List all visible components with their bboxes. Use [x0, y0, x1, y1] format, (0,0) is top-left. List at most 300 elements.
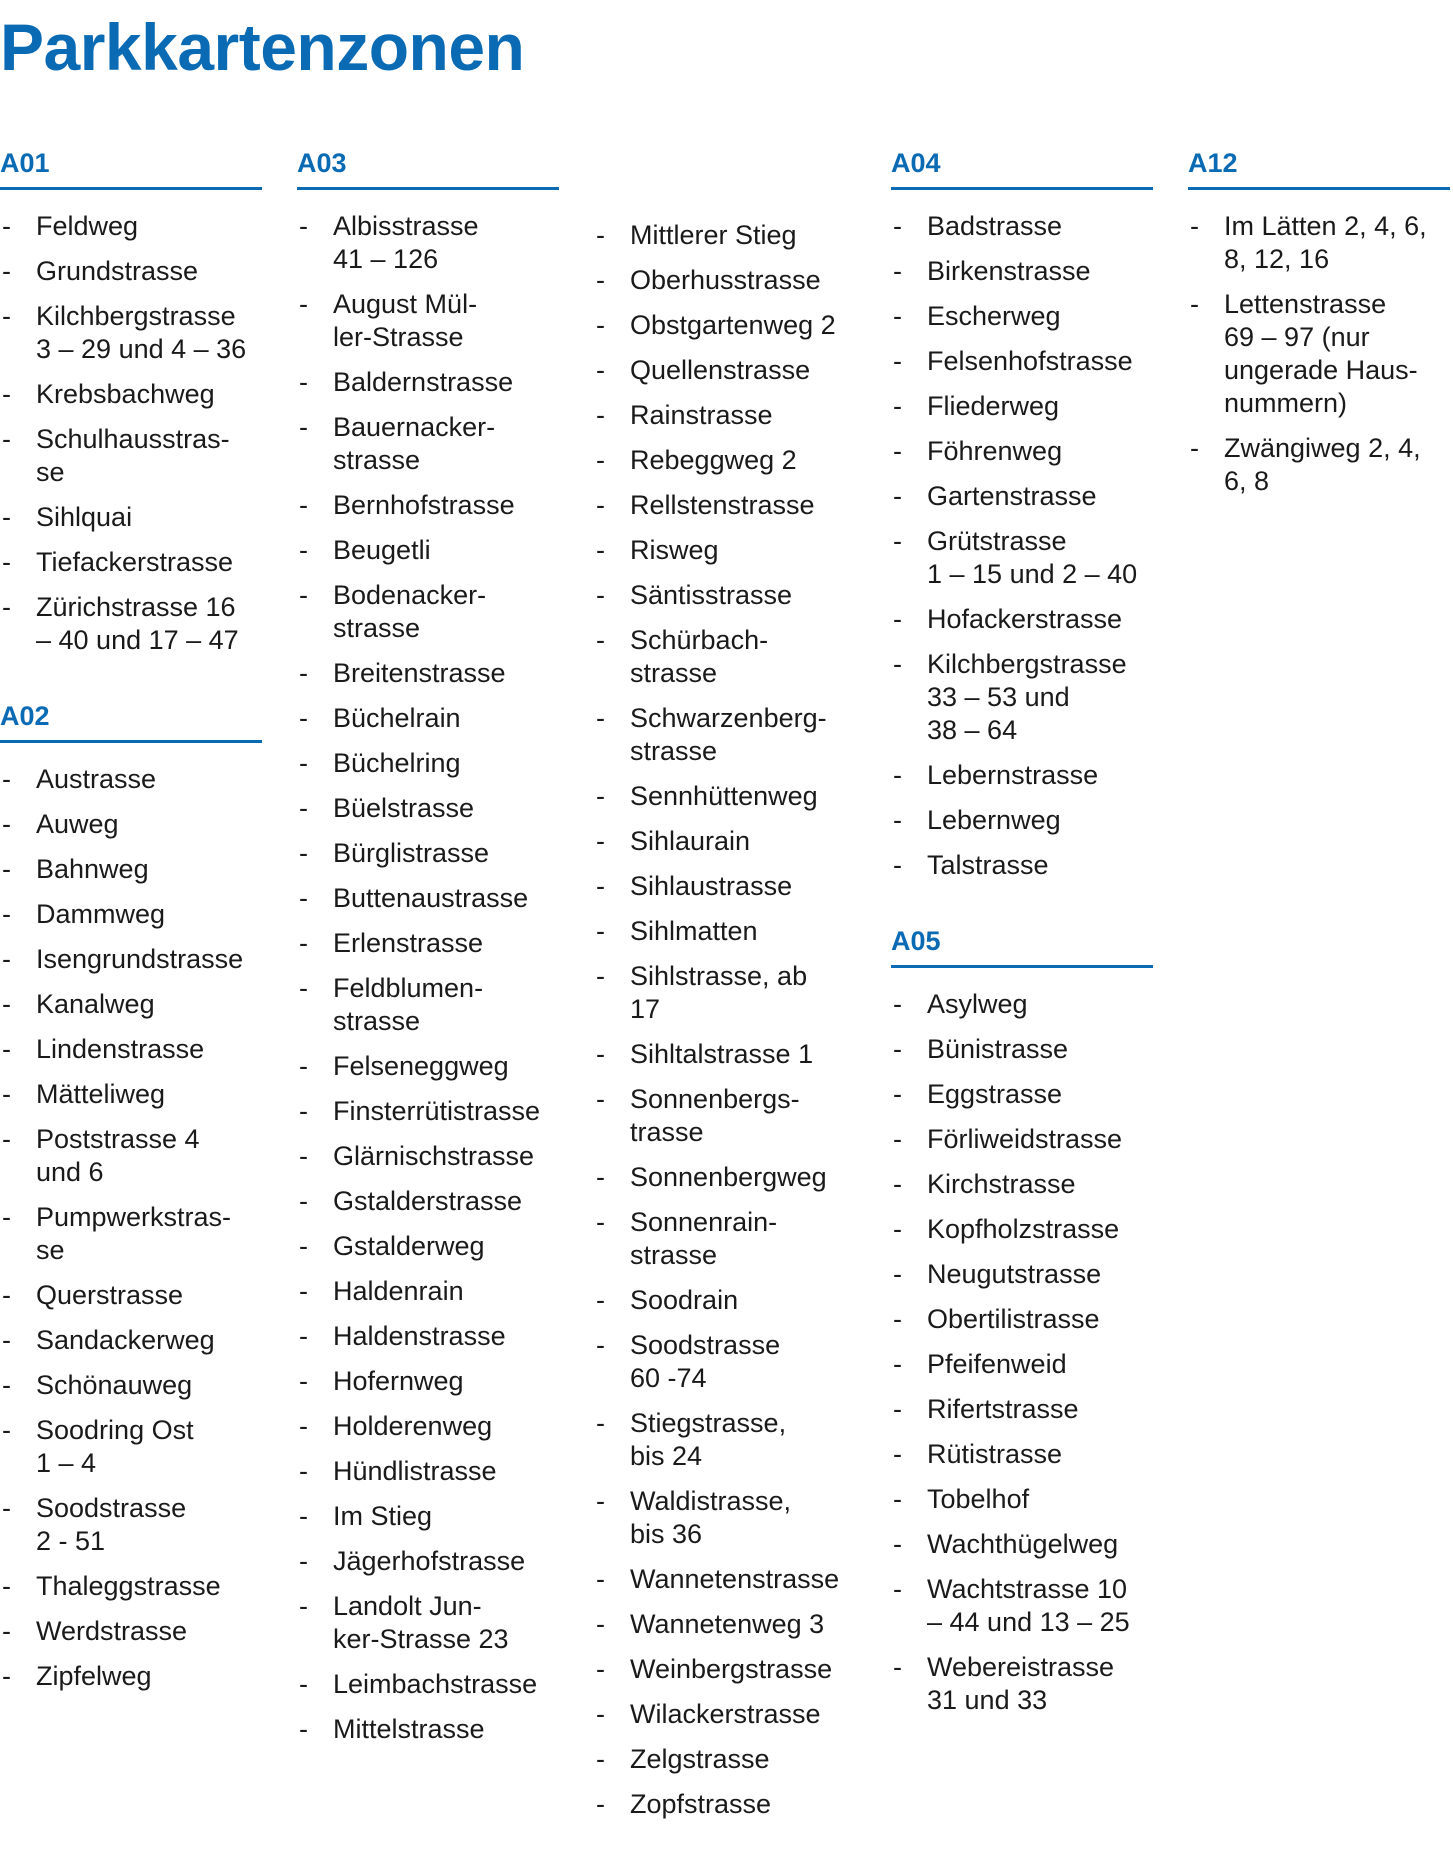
- street-name: Sennhüttenweg: [630, 781, 818, 811]
- dash-bullet: -: [299, 1141, 308, 1171]
- dash-bullet: -: [299, 1366, 308, 1396]
- dash-bullet: -: [893, 1259, 902, 1289]
- dash-bullet: -: [893, 1079, 902, 1109]
- street-name: Asylweg: [927, 989, 1028, 1019]
- street-name: August Mül- ler-Strasse: [333, 289, 478, 352]
- street-name: Rainstrasse: [630, 400, 773, 430]
- dash-bullet: -: [299, 1411, 308, 1441]
- street-item: [0, 1414, 262, 1480]
- street-name: Sihlmatten: [630, 916, 758, 946]
- street-item: [297, 972, 559, 1038]
- street-name: Weinbergstrasse: [630, 1654, 833, 1684]
- street-item: [891, 648, 1153, 747]
- street-item: [891, 300, 1153, 333]
- street-name: Rifertstrasse: [927, 1394, 1079, 1424]
- street-item: [1188, 288, 1450, 420]
- street-name: Kanalweg: [36, 989, 155, 1019]
- street-item: [0, 255, 262, 288]
- street-name: Quellenstrasse: [630, 355, 811, 385]
- street-item: [297, 837, 559, 870]
- street-item: [297, 1410, 559, 1443]
- dash-bullet: -: [2, 502, 11, 532]
- street-name: Tobelhof: [927, 1484, 1030, 1514]
- street-name: Pfeifenweid: [927, 1349, 1067, 1379]
- street-name: Risweg: [630, 535, 719, 565]
- street-name: Föhrenweg: [927, 436, 1063, 466]
- dash-bullet: -: [596, 1744, 605, 1774]
- dash-bullet: -: [2, 301, 11, 331]
- street-name: Dammweg: [36, 899, 166, 929]
- dash-bullet: -: [893, 1529, 902, 1559]
- street-item: [0, 1033, 262, 1066]
- street-name: Fliederweg: [927, 391, 1060, 421]
- dash-bullet: -: [596, 703, 605, 733]
- street-item: [891, 1393, 1153, 1426]
- dash-bullet: -: [893, 211, 902, 241]
- street-item: [594, 780, 856, 813]
- street-name: Sandackerweg: [36, 1325, 215, 1355]
- street-item: [0, 1201, 262, 1267]
- street-item: [594, 1407, 856, 1473]
- street-name: Wilackerstrasse: [630, 1699, 821, 1729]
- dash-bullet: -: [299, 1546, 308, 1576]
- street-name: Querstrasse: [36, 1280, 184, 1310]
- street-item: [891, 525, 1153, 591]
- dash-bullet: -: [2, 1034, 11, 1064]
- dash-bullet: -: [596, 1330, 605, 1360]
- street-name: Wachthügelweg: [927, 1529, 1119, 1559]
- dash-bullet: -: [299, 1669, 308, 1699]
- street-name: Sihltalstrasse 1: [630, 1039, 814, 1069]
- street-item: [891, 1123, 1153, 1156]
- dash-bullet: -: [596, 355, 605, 385]
- street-name: Hofernweg: [333, 1366, 464, 1396]
- street-item: [297, 1185, 559, 1218]
- dash-bullet: -: [299, 1456, 308, 1486]
- street-item: [0, 501, 262, 534]
- street-item: [297, 1668, 559, 1701]
- street-name: Lindenstrasse: [36, 1034, 205, 1064]
- dash-bullet: -: [299, 412, 308, 442]
- zone-heading: A04: [891, 148, 1153, 190]
- street-name: Kopfholzstrasse: [927, 1214, 1120, 1244]
- dash-bullet: -: [1190, 433, 1199, 463]
- street-name: Gartenstrasse: [927, 481, 1097, 511]
- dash-bullet: -: [893, 526, 902, 556]
- street-item: [0, 1660, 262, 1693]
- dash-bullet: -: [299, 1501, 308, 1531]
- street-item: [0, 1492, 262, 1558]
- dash-bullet: -: [299, 367, 308, 397]
- street-name: Wachtstrasse 10 – 44 und 13 – 25: [927, 1574, 1130, 1637]
- dash-bullet: -: [596, 445, 605, 475]
- street-item: [891, 435, 1153, 468]
- street-name: Büchelring: [333, 748, 461, 778]
- dash-bullet: -: [299, 289, 308, 319]
- zone-heading: A12: [1188, 148, 1450, 190]
- street-name: Schwarzenberg- strasse: [630, 703, 827, 766]
- street-item: [594, 1083, 856, 1149]
- street-name: Obstgartenweg 2: [630, 310, 836, 340]
- dash-bullet: -: [299, 1591, 308, 1621]
- street-item: [297, 1500, 559, 1533]
- dash-bullet: -: [299, 1051, 308, 1081]
- dash-bullet: -: [299, 580, 308, 610]
- street-item: [297, 1713, 559, 1746]
- street-item: [297, 747, 559, 780]
- dash-bullet: -: [893, 301, 902, 331]
- street-name: Grundstrasse: [36, 256, 199, 286]
- street-item: [0, 1078, 262, 1111]
- dash-bullet: -: [299, 1096, 308, 1126]
- zone-column: [891, 148, 1153, 1761]
- dash-bullet: -: [893, 1574, 902, 1604]
- dash-bullet: -: [2, 1571, 11, 1601]
- zone-heading: A02: [0, 701, 262, 743]
- dash-bullet: -: [596, 1039, 605, 1069]
- street-name: Landolt Jun- ker-Strasse 23: [333, 1591, 509, 1654]
- street-item: [891, 1483, 1153, 1516]
- street-item: [297, 1095, 559, 1128]
- dash-bullet: -: [596, 781, 605, 811]
- dash-bullet: -: [596, 535, 605, 565]
- street-name: Webereistrasse 31 und 33: [927, 1652, 1115, 1715]
- street-name: Sihlaustrasse: [630, 871, 793, 901]
- street-item: [0, 763, 262, 796]
- street-item: [297, 927, 559, 960]
- street-list: [891, 988, 1153, 1717]
- street-name: Lebernstrasse: [927, 760, 1099, 790]
- street-name: Buttenaustrasse: [333, 883, 529, 913]
- street-name: Gstalderstrasse: [333, 1186, 523, 1216]
- dash-bullet: -: [1190, 289, 1199, 319]
- dash-bullet: -: [2, 211, 11, 241]
- street-item: [0, 1324, 262, 1357]
- street-item: [0, 853, 262, 886]
- street-name: Zürichstrasse 16 – 40 und 17 – 47: [36, 592, 239, 655]
- street-name: Felseneggweg: [333, 1051, 509, 1081]
- street-item: [0, 943, 262, 976]
- street-name: Rütistrasse: [927, 1439, 1063, 1469]
- street-item: [297, 1320, 559, 1353]
- street-item: [594, 534, 856, 567]
- dash-bullet: -: [299, 838, 308, 868]
- zone-a03: [297, 148, 559, 1746]
- dash-bullet: -: [596, 625, 605, 655]
- street-item: [0, 378, 262, 411]
- street-name: Baldernstrasse: [333, 367, 514, 397]
- street-name: Eggstrasse: [927, 1079, 1063, 1109]
- dash-bullet: -: [299, 703, 308, 733]
- dash-bullet: -: [2, 899, 11, 929]
- dash-bullet: -: [893, 256, 902, 286]
- street-item: [891, 1573, 1153, 1639]
- street-name: Jägerhofstrasse: [333, 1546, 526, 1576]
- dash-bullet: -: [893, 391, 902, 421]
- street-item: [891, 1168, 1153, 1201]
- dash-bullet: -: [299, 1276, 308, 1306]
- street-list: [0, 210, 262, 657]
- dash-bullet: -: [299, 793, 308, 823]
- street-name: Tiefackerstrasse: [36, 547, 234, 577]
- street-item: [594, 1653, 856, 1686]
- dash-bullet: -: [299, 1321, 308, 1351]
- street-item: [297, 411, 559, 477]
- dash-bullet: -: [596, 1486, 605, 1516]
- dash-bullet: -: [2, 854, 11, 884]
- street-name: Austrasse: [36, 764, 157, 794]
- street-name: Felsenhofstrasse: [927, 346, 1133, 376]
- dash-bullet: -: [596, 1408, 605, 1438]
- street-item: [0, 1123, 262, 1189]
- street-item: [297, 1230, 559, 1263]
- street-name: Mätteliweg: [36, 1079, 166, 1109]
- street-name: Beugetli: [333, 535, 431, 565]
- dash-bullet: -: [2, 944, 11, 974]
- street-item: [0, 591, 262, 657]
- street-item: [0, 808, 262, 841]
- street-name: Albisstrasse 41 – 126: [333, 211, 479, 274]
- street-item: [891, 345, 1153, 378]
- street-item: [297, 534, 559, 567]
- dash-bullet: -: [596, 961, 605, 991]
- zone-column: [1188, 148, 1450, 542]
- street-name: Rebeggweg 2: [630, 445, 797, 475]
- street-item: [891, 1258, 1153, 1291]
- dash-bullet: -: [893, 1034, 902, 1064]
- street-item: [891, 480, 1153, 513]
- street-item: [297, 1365, 559, 1398]
- dash-bullet: -: [2, 764, 11, 794]
- street-item: [891, 988, 1153, 1021]
- street-item: [594, 1485, 856, 1551]
- street-name: Zopfstrasse: [630, 1789, 772, 1819]
- dash-bullet: -: [596, 580, 605, 610]
- street-name: Hofackerstrasse: [927, 604, 1123, 634]
- street-item: [891, 849, 1153, 882]
- street-item: [594, 264, 856, 297]
- street-name: Feldblumen- strasse: [333, 973, 484, 1036]
- dash-bullet: -: [893, 1439, 902, 1469]
- street-item: [891, 390, 1153, 423]
- dash-bullet: -: [2, 592, 11, 622]
- street-list: [891, 210, 1153, 882]
- street-item: [297, 366, 559, 399]
- street-item: [594, 1563, 856, 1596]
- street-item: [594, 1743, 856, 1776]
- street-list: [297, 210, 559, 1746]
- zone-a05: [891, 926, 1153, 1717]
- dash-bullet: -: [2, 1325, 11, 1355]
- street-name: Wannetenstrasse: [630, 1564, 840, 1594]
- street-name: Schulhausstras- se: [36, 424, 230, 487]
- street-name: Poststrasse 4 und 6: [36, 1124, 200, 1187]
- dash-bullet: -: [2, 1280, 11, 1310]
- street-name: Leimbachstrasse: [333, 1669, 538, 1699]
- street-item: [594, 1788, 856, 1821]
- street-item: [297, 1590, 559, 1656]
- dash-bullet: -: [2, 1493, 11, 1523]
- street-item: [594, 309, 856, 342]
- street-item: [297, 1455, 559, 1488]
- dash-bullet: -: [2, 547, 11, 577]
- street-item: [0, 1279, 262, 1312]
- street-item: [594, 1329, 856, 1395]
- zone-heading: A03: [297, 148, 559, 190]
- street-name: Büchelrain: [333, 703, 461, 733]
- dash-bullet: -: [1190, 211, 1199, 241]
- dash-bullet: -: [2, 379, 11, 409]
- street-item: [891, 1438, 1153, 1471]
- zone-column: [297, 148, 559, 1790]
- street-name: Gstalderweg: [333, 1231, 485, 1261]
- zone-a02: [0, 701, 262, 1693]
- street-item: [0, 898, 262, 931]
- street-name: Mittlerer Stieg: [630, 220, 797, 250]
- dash-bullet: -: [2, 809, 11, 839]
- zone-heading: A01: [0, 148, 262, 190]
- street-name: Im Stieg: [333, 1501, 433, 1531]
- street-name: Schönauweg: [36, 1370, 193, 1400]
- dash-bullet: -: [596, 1084, 605, 1114]
- dash-bullet: -: [596, 220, 605, 250]
- street-name: Zwängiweg 2, 4, 6, 8: [1224, 433, 1421, 496]
- street-name: Soodstrasse 60 -74: [630, 1330, 781, 1393]
- street-item: [891, 1651, 1153, 1717]
- street-item: [297, 579, 559, 645]
- street-item: [594, 399, 856, 432]
- street-item: [1188, 210, 1450, 276]
- street-item: [891, 1528, 1153, 1561]
- street-name: Krebsbachweg: [36, 379, 215, 409]
- street-name: Erlenstrasse: [333, 928, 484, 958]
- street-name: Bahnweg: [36, 854, 149, 884]
- street-name: Sonnenrain- strasse: [630, 1207, 778, 1270]
- dash-bullet: -: [2, 989, 11, 1019]
- dash-bullet: -: [893, 1124, 902, 1154]
- street-item: [891, 210, 1153, 243]
- dash-bullet: -: [893, 1484, 902, 1514]
- street-item: [594, 870, 856, 903]
- dash-bullet: -: [893, 1349, 902, 1379]
- dash-bullet: -: [596, 916, 605, 946]
- street-name: Säntisstrasse: [630, 580, 793, 610]
- dash-bullet: -: [299, 883, 308, 913]
- dash-bullet: -: [2, 1370, 11, 1400]
- street-name: Rellstenstrasse: [630, 490, 815, 520]
- dash-bullet: -: [596, 871, 605, 901]
- dash-bullet: -: [893, 989, 902, 1019]
- dash-bullet: -: [596, 1285, 605, 1315]
- street-item: [297, 1545, 559, 1578]
- dash-bullet: -: [299, 1714, 308, 1744]
- dash-bullet: -: [596, 1609, 605, 1639]
- dash-bullet: -: [596, 310, 605, 340]
- street-name: Sihlstrasse, ab 17: [630, 961, 808, 1024]
- street-item: [0, 546, 262, 579]
- street-name: Sihlquai: [36, 502, 133, 532]
- street-name: Grütstrasse 1 – 15 und 2 – 40: [927, 526, 1138, 589]
- street-item: [594, 1698, 856, 1731]
- street-name: Bauernacker- strasse: [333, 412, 496, 475]
- street-name: Förliweidstrasse: [927, 1124, 1123, 1154]
- street-item: [0, 1369, 262, 1402]
- dash-bullet: -: [596, 400, 605, 430]
- street-name: Im Lätten 2, 4, 6, 8, 12, 16: [1224, 211, 1427, 274]
- street-name: Badstrasse: [927, 211, 1063, 241]
- street-name: Kilchbergstrasse 33 – 53 und 38 – 64: [927, 649, 1127, 745]
- dash-bullet: -: [893, 649, 902, 679]
- street-name: Soodstrasse 2 - 51: [36, 1493, 187, 1556]
- street-name: Schürbach- strasse: [630, 625, 769, 688]
- dash-bullet: -: [893, 1214, 902, 1244]
- street-item: [297, 288, 559, 354]
- street-name: Bürglistrasse: [333, 838, 490, 868]
- street-item: [891, 1348, 1153, 1381]
- dash-bullet: -: [299, 535, 308, 565]
- street-name: Zipfelweg: [36, 1661, 152, 1691]
- street-list: [0, 763, 262, 1693]
- street-item: [594, 1284, 856, 1317]
- street-name: Soodrain: [630, 1285, 739, 1315]
- zone-column: [594, 148, 856, 1865]
- street-name: Feldweg: [36, 211, 139, 241]
- dash-bullet: -: [893, 346, 902, 376]
- dash-bullet: -: [596, 265, 605, 295]
- street-item: [0, 988, 262, 1021]
- street-item: [297, 1275, 559, 1308]
- street-name: Bernhofstrasse: [333, 490, 515, 520]
- street-name: Werdstrasse: [36, 1616, 188, 1646]
- dash-bullet: -: [2, 424, 11, 454]
- dash-bullet: -: [299, 973, 308, 1003]
- dash-bullet: -: [596, 1654, 605, 1684]
- street-item: [891, 603, 1153, 636]
- street-name: Breitenstrasse: [333, 658, 506, 688]
- dash-bullet: -: [893, 1304, 902, 1334]
- street-name: Haldenstrasse: [333, 1321, 506, 1351]
- street-item: [891, 804, 1153, 837]
- street-name: Holderenweg: [333, 1411, 493, 1441]
- street-name: Stiegstrasse, bis 24: [630, 1408, 787, 1471]
- dash-bullet: -: [299, 490, 308, 520]
- street-item: [891, 1213, 1153, 1246]
- street-item: [0, 1615, 262, 1648]
- street-item: [0, 423, 262, 489]
- dash-bullet: -: [299, 748, 308, 778]
- street-name: Auweg: [36, 809, 119, 839]
- dash-bullet: -: [893, 805, 902, 835]
- zone-a04: [891, 148, 1153, 882]
- dash-bullet: -: [893, 850, 902, 880]
- street-item: [594, 579, 856, 612]
- street-item: [0, 1570, 262, 1603]
- zone-a12: [1188, 148, 1450, 498]
- dash-bullet: -: [893, 436, 902, 466]
- dash-bullet: -: [596, 1699, 605, 1729]
- dash-bullet: -: [2, 1415, 11, 1445]
- dash-bullet: -: [893, 1394, 902, 1424]
- street-name: Haldenrain: [333, 1276, 464, 1306]
- street-item: [1188, 432, 1450, 498]
- dash-bullet: -: [893, 1652, 902, 1682]
- dash-bullet: -: [299, 928, 308, 958]
- street-item: [594, 624, 856, 690]
- dash-bullet: -: [596, 490, 605, 520]
- street-item: [594, 1038, 856, 1071]
- street-item: [594, 825, 856, 858]
- street-item: [297, 792, 559, 825]
